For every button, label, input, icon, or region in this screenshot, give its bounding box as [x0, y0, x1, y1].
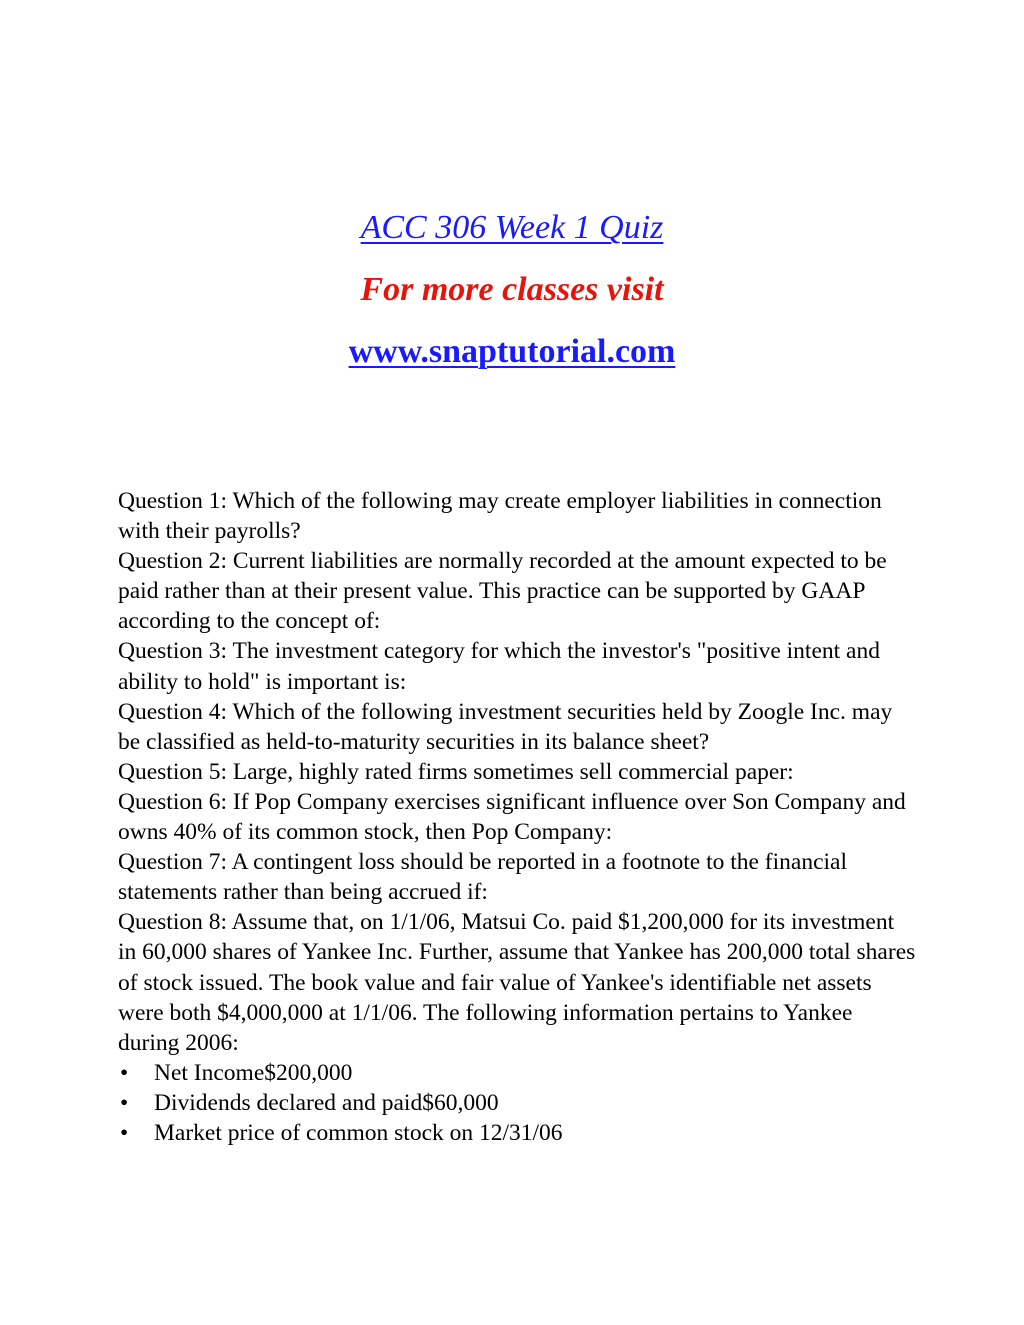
- bullet-item-market-price: [118, 1118, 918, 1148]
- question-3: Question 3: The investment category for which the investor's "positive intent and ability to hold" is important is:: [118, 638, 880, 695]
- question-8: Question 8: Assume that, on 1/1/06, Matsui Co. paid $1,200,000 for its investment in 60,000 shares of Yankee Inc. Further, assume that Yankee has 200,000 total shares of stock issued. The book value and fair value of Yankee's identifiable net assets were both $4,000,000 at 1/1/06. The following information pertains to Yankee during 2006:: [118, 909, 916, 1056]
- bullet-icon: •: [120, 1059, 129, 1086]
- page-header: [0, 208, 1024, 372]
- bullet-icon: •: [120, 1119, 129, 1146]
- question-6: Question 6: If Pop Company exercises significant influence over Son Company and owns 40% of its common stock, then Pop Company:: [118, 788, 906, 846]
- bullet-item-dividends: [118, 1088, 918, 1118]
- promo-subtitle: For more classes visit: [360, 271, 664, 308]
- quiz-title-link[interactable]: ACC 306 Week 1 Quiz: [360, 209, 664, 246]
- question-4: Question 4: Which of the following investment securities held by Zoogle Inc. may be classified as held-to-maturity securities in its balance sheet?: [118, 698, 893, 755]
- question-2: Question 2: Current liabilities are normally recorded at the amount expected to be paid rather than at their present value. This practice can be supported by GAAP according to the concept of:: [118, 548, 887, 635]
- question-5: Question 5: Large, highly rated firms sometimes sell commercial paper:: [118, 758, 794, 785]
- bullet-text: Market price of common stock on 12/31/06: [154, 1119, 563, 1146]
- questions-body: [118, 486, 918, 1148]
- bullet-text: Dividends declared and paid$60,000: [154, 1089, 499, 1116]
- bullet-icon: •: [120, 1089, 129, 1116]
- bullet-item-net-income: [118, 1058, 918, 1088]
- question-7: Question 7: A contingent loss should be reported in a footnote to the financial statements rather than being accrued if:: [118, 849, 848, 906]
- question-1: Question 1: Which of the following may create employer liabilities in connection with their payrolls?: [118, 488, 882, 545]
- website-link[interactable]: www.snaptutorial.com: [348, 333, 676, 370]
- data-bullet-list: [118, 1058, 918, 1148]
- bullet-text: Net Income$200,000: [154, 1059, 353, 1086]
